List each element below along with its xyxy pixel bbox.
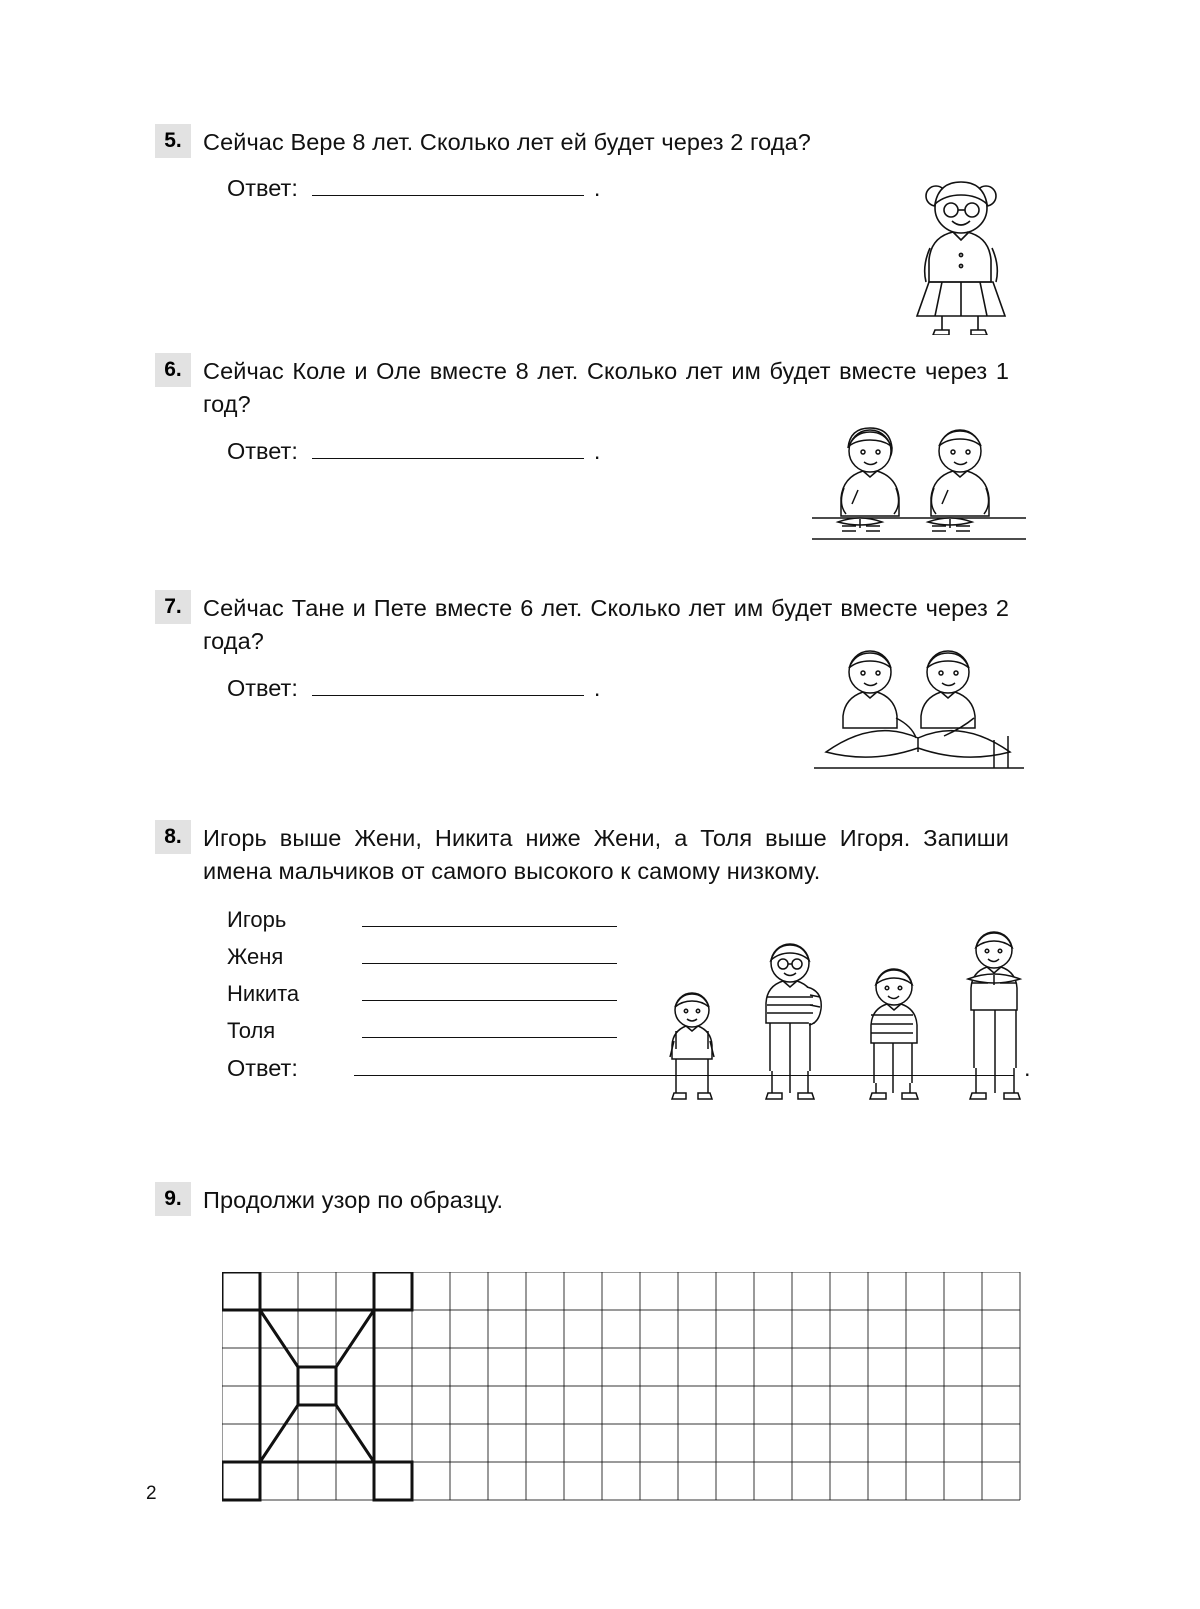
answer-blank-line[interactable] xyxy=(312,443,584,459)
pattern-grid[interactable] xyxy=(222,1272,1022,1507)
exercise-6-text: Сейчас Коле и Оле вместе 8 лет. Сколько лет им будет вместе через 1 год? xyxy=(203,358,1009,418)
name-label-igor: Игорь xyxy=(227,906,287,932)
exercise-9-text: Продолжи узор по образцу. xyxy=(203,1187,504,1213)
name-label-nikita: Никита xyxy=(227,980,300,1006)
exercise-6-header xyxy=(155,353,1055,422)
exercise-5-header xyxy=(155,124,1055,159)
illustration-two-children-at-desk xyxy=(808,418,1030,571)
name-blank-line[interactable] xyxy=(362,1023,617,1038)
name-blank-line[interactable] xyxy=(362,912,617,927)
period: . xyxy=(593,437,601,464)
exercise-6-number: 6. xyxy=(155,353,191,387)
exercise-8-header xyxy=(155,820,1055,889)
name-blank-line[interactable] xyxy=(362,986,617,1001)
period: . xyxy=(1024,1054,1031,1081)
answer-label: Ответ: xyxy=(227,1054,298,1081)
answer-blank-line[interactable] xyxy=(312,680,584,696)
illustration-two-children-with-book xyxy=(808,640,1030,785)
exercise-9-header xyxy=(155,1182,1055,1217)
exercise-9 xyxy=(155,1182,1055,1217)
answer-label: Ответ: xyxy=(227,437,298,464)
exercise-5-number: 5. xyxy=(155,124,191,158)
exercise-7-number: 7. xyxy=(155,590,191,624)
page-number: 2 xyxy=(146,1483,157,1504)
exercise-9-number: 9. xyxy=(155,1182,191,1216)
name-label-tolya: Толя xyxy=(227,1017,276,1043)
answer-label: Ответ: xyxy=(227,175,298,202)
exercise-8-text: Игорь выше Жени, Никита ниже Жени, а Толя выше Игоря. Запиши имена мальчиков от самого высокого к самому низкому. xyxy=(203,825,1009,885)
exercise-5-text: Сейчас Вере 8 лет. Сколько лет ей будет через 2 года? xyxy=(203,129,811,155)
illustration-girl-standing xyxy=(890,170,1030,340)
exercise-7-text: Сейчас Тане и Пете вместе 6 лет. Сколько лет им будет вместе через 2 года? xyxy=(203,595,1009,655)
answer-blank-line[interactable] xyxy=(312,180,584,196)
name-blank-line[interactable] xyxy=(362,949,617,964)
illustration-four-boys-of-different-height xyxy=(650,925,1050,1115)
period: . xyxy=(593,175,601,202)
answer-label: Ответ: xyxy=(227,674,298,701)
exercise-8-number: 8. xyxy=(155,820,191,854)
period: . xyxy=(593,674,601,701)
name-label-zhenya: Женя xyxy=(227,943,284,969)
